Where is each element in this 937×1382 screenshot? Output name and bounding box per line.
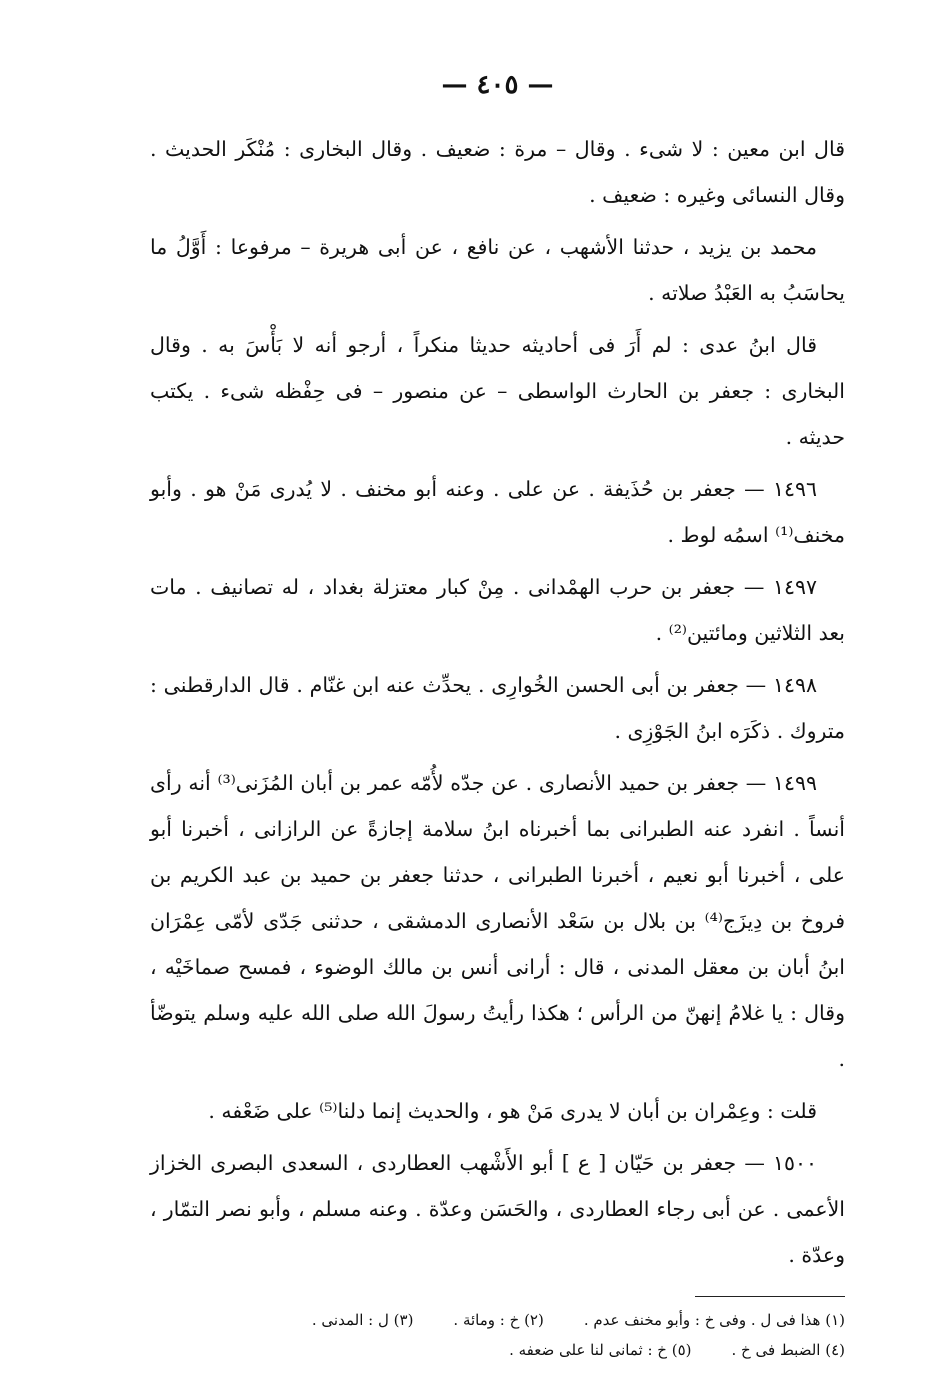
footnote-1: (١) هذا فى ل . وفى خ : وأبو مخنف عدم .: [583, 1311, 845, 1329]
document-page: [150, 70, 845, 1365]
footnote-3: (٣) ل : المدنى .: [311, 1311, 414, 1329]
footnote-row: [150, 1335, 845, 1365]
footnote-4: (٤) الضبط فى خ .: [731, 1341, 845, 1359]
paragraph-comment: قلت : وعِمْران بن أبان لا يدرى مَنْ هو ، والحديث إنما دلنا⁽⁵⁾ على ضَعْفه .: [208, 1099, 817, 1123]
entry-1498: ١٤٩٨ — جعفر بن أبى الحسن الخُوارِى . يحدِّث عنه ابن غنّام . قال الدارقطنى : متروك . ذكَرَه ابنُ الجَوْزِى .: [150, 673, 845, 743]
footnote-5: (٥) خ : ثمانى لنا على ضعفه .: [509, 1341, 692, 1359]
footnote-divider: [695, 1296, 845, 1297]
entry-1499: ١٤٩٩ — جعفر بن حميد الأنصارى . عن جدّه لأُمّه عمر بن أبان المُزَنى⁽³⁾ أنه رأى أنساً . انفرد عنه الطبرانى بما أخبرناه ابنُ سلامة إجازةً عن الرازانى ، أخبرنا أبو على ، أخبرنا أبو نعيم ، أخبرنا الطبرانى ، حدثنا جعفر بن حميد بن عبد الكريم بن فروخ بن دِيزَج⁽⁴⁾ بن بلال بن سَعْد الأنصارى الدمشقى ، حدثنى جَدّى لأمّى عِمْرَان ابنُ أبان بن معقل المدنى ، قال : أرانى أنس بن مالك الوضوء ، فمسح صماخَيْه ، وقال : يا غلامُ إنهنّ من الرأس ؛ هكذا رأيتُ رسولَ الله صلى الله عليه وسلم يتوضّأ .: [150, 771, 845, 1071]
paragraph-1: قال ابن معين : لا شىء . وقال – مرة : ضعيف . وقال البخارى : مُنْكَر الحديث . وقال النسائى وغيره : ضعيف .: [150, 137, 845, 207]
paragraph-3: قال ابنُ عدى : لم أَرَ فى أحاديثه حديثا منكراً ، أرجو أنه لا بَأْسَ به . وقال البخارى : جعفر بن الحارث الواسطى – عن منصور – فى حِفْظه شىء . يكتب حديثه .: [150, 333, 845, 449]
footnotes: [150, 1305, 845, 1365]
footnote-2: (٢) خ : ومائة .: [453, 1311, 544, 1329]
entry-1496: ١٤٩٦ — جعفر بن حُذَيفة . عن على . وعنه أبو مخنف . لا يُدرى مَنْ هو . وأبو مخنف⁽¹⁾ اسمُه لوط .: [150, 477, 845, 547]
paragraph-2: محمد بن يزيد ، حدثنا الأشهب ، عن نافع ، عن أبى هريرة – مرفوعا : أَوَّلُ ما يحاسَبُ به العَبْدُ صلاته .: [150, 235, 845, 305]
footnote-row: [150, 1305, 845, 1335]
page-number: — ٤٠٥ —: [441, 70, 554, 100]
entry-1500: ١٥٠٠ — جعفر بن حَيّان [ ع ] أبو الأَشْهب العطاردى ، السعدى البصرى الخزاز الأعمى . عن أبى رجاء العطاردى ، والحَسَن وعدّة . وعنه مسلم ، وأبو نصر التمّار ، وعدّة .: [150, 1151, 845, 1267]
entry-1497: ١٤٩٧ — جعفر بن حرب الهمْدانى . مِنْ كبار معتزلة بغداد ، له تصانيف . مات بعد الثلاثين ومائتين⁽²⁾ .: [150, 575, 845, 645]
